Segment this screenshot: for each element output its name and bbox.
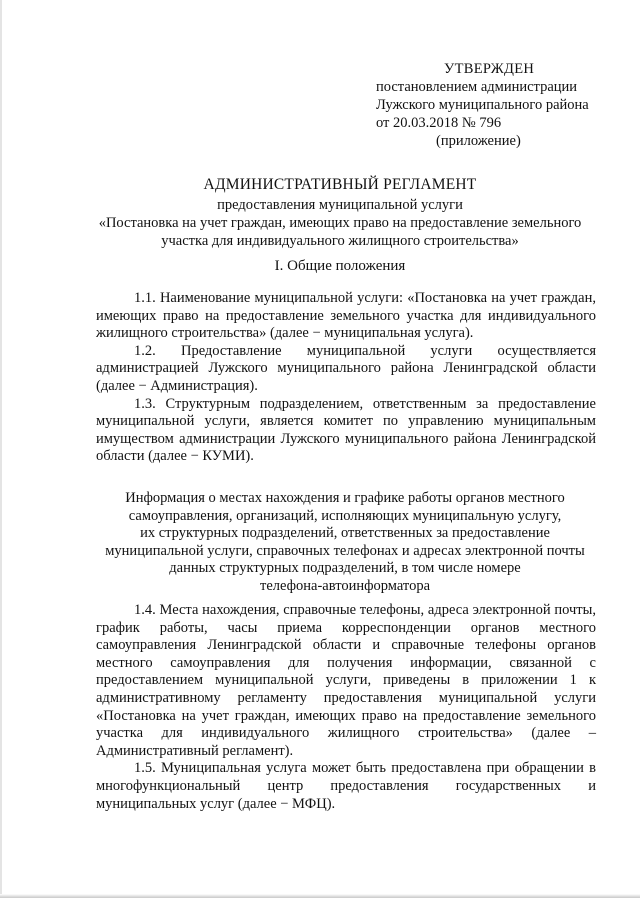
approval-appendix: (приложение) xyxy=(436,133,521,149)
section-title: I. Общие положения xyxy=(274,258,406,274)
document-title: АДМИНИСТРАТИВНЫЙ РЕГЛАМЕНТ xyxy=(203,176,477,193)
approval-title: УТВЕРЖДЕН xyxy=(444,61,535,77)
paragraph-1-4: 1.4. Места нахождения, справочные телефоны, адреса электронной почты, график работы, часы приема корреспонденции органов местного самоуправления Ленинградской области и справочные телефоны органов местного самоуправления для получения информации, связанной с предоставлением муниципальной услуги, приведены в приложении 1 к административному регламенту предоставления муниципальной услуги «Постановка на учет граждан, имеющих право на предоставление земельного участка для индивидуального жилищного строительства» (далее – Административный регламент). xyxy=(96,602,596,759)
scan-edge-left xyxy=(0,0,2,898)
info-heading-line: их структурных подразделений, ответственных за предоставление xyxy=(140,525,550,542)
info-heading-line: муниципальной услуги, справочных телефонах и адресах электронной почты xyxy=(105,542,585,559)
approval-block xyxy=(376,60,616,150)
document-heading xyxy=(80,176,600,250)
paragraph-1-2: 1.2. Предоставление муниципальной услуги осуществляется администрацией Лужского муниципального района Ленинградской области (далее − Администрация). xyxy=(96,342,596,394)
document-subtitle: предоставления муниципальной услуги xyxy=(217,197,463,213)
info-heading xyxy=(90,490,600,596)
paragraph-1-1: 1.1. Наименование муниципальной услуги: «Постановка на учет граждан, имеющих право на предоставление земельного участка для индивидуального жилищного строительства» (далее − муниципальная услуга). xyxy=(96,290,596,342)
section-1-paragraphs xyxy=(96,290,596,466)
approval-line: от 20.03.2018 № 796 xyxy=(376,115,502,131)
approval-line: Лужского муниципального района xyxy=(376,97,589,113)
info-heading-line: телефона-автоинформатора xyxy=(259,577,431,594)
paragraph-1-5: 1.5. Муниципальная услуга может быть предоставлена при обращении в многофункциональный центр предоставления государственных и муниципальных услуг (далее − МФЦ). xyxy=(96,760,596,812)
info-heading-line: Информация о местах нахождения и графике работы органов местного xyxy=(125,490,565,506)
section-1-paragraphs-cont xyxy=(96,602,596,813)
approval-line: постановлением администрации xyxy=(376,79,578,95)
info-heading-line: данных структурных подразделений, в том числе номере xyxy=(169,560,521,577)
scan-edge-bottom xyxy=(0,894,640,898)
service-name: «Постановка на учет граждан, имеющих право на предоставление земельного участка для индивидуального жилищного строительства» xyxy=(98,215,582,249)
info-heading-line: самоуправления, организаций, исполняющих муниципальную услугу, xyxy=(128,507,562,524)
paragraph-1-3: 1.3. Структурным подразделением, ответственным за предоставление муниципальной услуги, является комитет по управлению муниципальным имуществом администрации Лужского муниципального района Ленинградской области (далее − КУМИ). xyxy=(96,395,596,465)
